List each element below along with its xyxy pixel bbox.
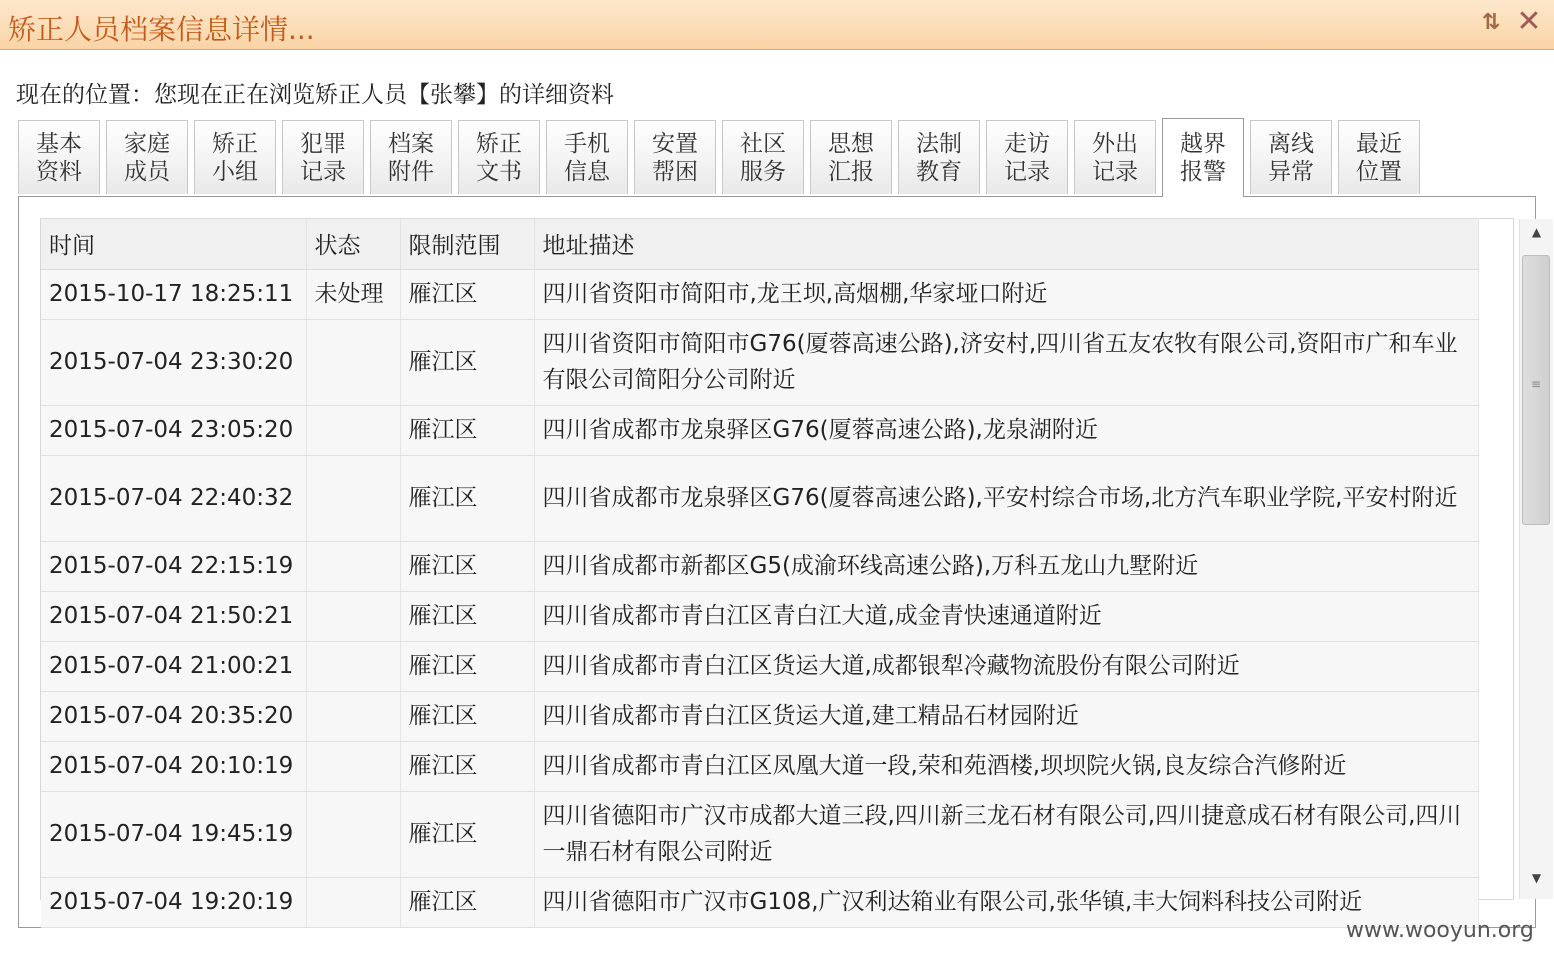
sort-icon[interactable]: ⇅ xyxy=(1481,10,1501,35)
cell-range: 雁江区 xyxy=(400,641,534,691)
cell-time: 2015-10-17 18:25:11 xyxy=(41,269,306,319)
tab-legal-education[interactable]: 法制 教育 xyxy=(898,120,980,194)
tab-correction-group[interactable]: 矫正 小组 xyxy=(194,120,276,194)
cell-time: 2015-07-04 19:20:19 xyxy=(41,877,306,927)
column-header-range[interactable]: 限制范围 xyxy=(400,219,534,269)
tab-phone-info[interactable]: 手机 信息 xyxy=(546,120,628,194)
table-row[interactable] xyxy=(41,319,1478,405)
tab-crime-record[interactable]: 犯罪 记录 xyxy=(282,120,364,194)
column-header-time[interactable]: 时间 xyxy=(41,219,306,269)
close-icon[interactable]: ✕ xyxy=(1516,4,1542,39)
cell-address: 四川省成都市青白江区货运大道,建工精品石材园附近 xyxy=(534,691,1478,741)
scroll-thumb[interactable] xyxy=(1522,255,1550,525)
window-titlebar xyxy=(0,0,1554,50)
cell-address: 四川省成都市龙泉驿区G76(厦蓉高速公路),龙泉湖附近 xyxy=(534,405,1478,455)
cell-status xyxy=(306,691,400,741)
tab-correction-documents[interactable]: 矫正 文书 xyxy=(458,120,540,194)
alarm-table xyxy=(41,219,1479,928)
cell-range: 雁江区 xyxy=(400,591,534,641)
breadcrumb: 现在的位置：您现在正在浏览矫正人员【张攀】的详细资料 xyxy=(16,82,614,108)
table-row[interactable] xyxy=(41,741,1478,791)
table-row[interactable] xyxy=(41,455,1478,541)
table-row[interactable] xyxy=(41,591,1478,641)
alarm-grid xyxy=(40,218,1542,915)
cell-status xyxy=(306,641,400,691)
watermark: www.wooyun.org xyxy=(1346,918,1534,943)
cell-status xyxy=(306,319,400,405)
cell-range: 雁江区 xyxy=(400,319,534,405)
cell-time: 2015-07-04 22:40:32 xyxy=(41,455,306,541)
cell-status xyxy=(306,791,400,877)
cell-time: 2015-07-04 23:05:20 xyxy=(41,405,306,455)
table-row[interactable] xyxy=(41,541,1478,591)
column-header-status[interactable]: 状态 xyxy=(306,219,400,269)
tab-thought-report[interactable]: 思想 汇报 xyxy=(810,120,892,194)
cell-time: 2015-07-04 20:35:20 xyxy=(41,691,306,741)
tab-basic-info[interactable]: 基本 资料 xyxy=(18,120,100,194)
scroll-up-icon[interactable]: ▲ xyxy=(1531,225,1542,239)
column-header-address[interactable]: 地址描述 xyxy=(534,219,1478,269)
cell-time: 2015-07-04 22:15:19 xyxy=(41,541,306,591)
table-row[interactable] xyxy=(41,269,1478,319)
cell-address: 四川省成都市青白江区青白江大道,成金青快速通道附近 xyxy=(534,591,1478,641)
tab-family-members[interactable]: 家庭 成员 xyxy=(106,120,188,194)
scroll-down-icon[interactable]: ▼ xyxy=(1531,871,1542,885)
cell-address: 四川省成都市龙泉驿区G76(厦蓉高速公路),平安村综合市场,北方汽车职业学院,平安村附近 xyxy=(534,455,1478,541)
cell-address: 四川省德阳市广汉市G108,广汉利达箱业有限公司,张华镇,丰大饲料科技公司附近 xyxy=(534,877,1478,927)
cell-address: 四川省成都市青白江区凤凰大道一段,荣和苑酒楼,坝坝院火锅,良友综合汽修附近 xyxy=(534,741,1478,791)
tab-visit-record[interactable]: 走访 记录 xyxy=(986,120,1068,194)
cell-address: 四川省成都市青白江区货运大道,成都银犁冷藏物流股份有限公司附近 xyxy=(534,641,1478,691)
cell-range: 雁江区 xyxy=(400,741,534,791)
tab-recent-location[interactable]: 最近 位置 xyxy=(1338,120,1420,194)
tab-offline-anomaly[interactable]: 离线 异常 xyxy=(1250,120,1332,194)
table-row[interactable] xyxy=(41,877,1478,927)
cell-range: 雁江区 xyxy=(400,269,534,319)
cell-time: 2015-07-04 23:30:20 xyxy=(41,319,306,405)
table-row[interactable] xyxy=(41,791,1478,877)
cell-status xyxy=(306,455,400,541)
cell-address: 四川省德阳市广汉市成都大道三段,四川新三龙石材有限公司,四川捷意成石材有限公司,四川一鼎石材有限公司附近 xyxy=(534,791,1478,877)
table-row[interactable] xyxy=(41,641,1478,691)
cell-range: 雁江区 xyxy=(400,455,534,541)
cell-range: 雁江区 xyxy=(400,691,534,741)
table-scrollbar[interactable] xyxy=(1519,219,1553,899)
table-row[interactable] xyxy=(41,691,1478,741)
cell-address: 四川省资阳市简阳市,龙王坝,高烟棚,华家垭口附近 xyxy=(534,269,1478,319)
cell-status xyxy=(306,591,400,641)
cell-range: 雁江区 xyxy=(400,541,534,591)
cell-status: 未处理 xyxy=(306,269,400,319)
tab-community-service[interactable]: 社区 服务 xyxy=(722,120,804,194)
table-row[interactable] xyxy=(41,405,1478,455)
cell-status xyxy=(306,877,400,927)
cell-status xyxy=(306,405,400,455)
tab-outing-record[interactable]: 外出 记录 xyxy=(1074,120,1156,194)
tab-resettlement-aid[interactable]: 安置 帮困 xyxy=(634,120,716,194)
cell-status xyxy=(306,741,400,791)
cell-range: 雁江区 xyxy=(400,877,534,927)
tab-boundary-alarm[interactable]: 越界 报警 xyxy=(1162,118,1244,197)
cell-status xyxy=(306,541,400,591)
grip-icon: ≡ xyxy=(1531,377,1542,391)
cell-time: 2015-07-04 20:10:19 xyxy=(41,741,306,791)
cell-time: 2015-07-04 21:00:21 xyxy=(41,641,306,691)
table-header-row xyxy=(41,219,1478,269)
tab-file-attachments[interactable]: 档案 附件 xyxy=(370,120,452,194)
cell-address: 四川省成都市新都区G5(成渝环线高速公路),万科五龙山九墅附近 xyxy=(534,541,1478,591)
cell-range: 雁江区 xyxy=(400,405,534,455)
cell-address: 四川省资阳市简阳市G76(厦蓉高速公路),济安村,四川省五友农牧有限公司,资阳市广和车业有限公司简阳分公司附近 xyxy=(534,319,1478,405)
cell-time: 2015-07-04 19:45:19 xyxy=(41,791,306,877)
window-title: 矫正人员档案信息详情... xyxy=(8,13,315,46)
cell-range: 雁江区 xyxy=(400,791,534,877)
cell-time: 2015-07-04 21:50:21 xyxy=(41,591,306,641)
